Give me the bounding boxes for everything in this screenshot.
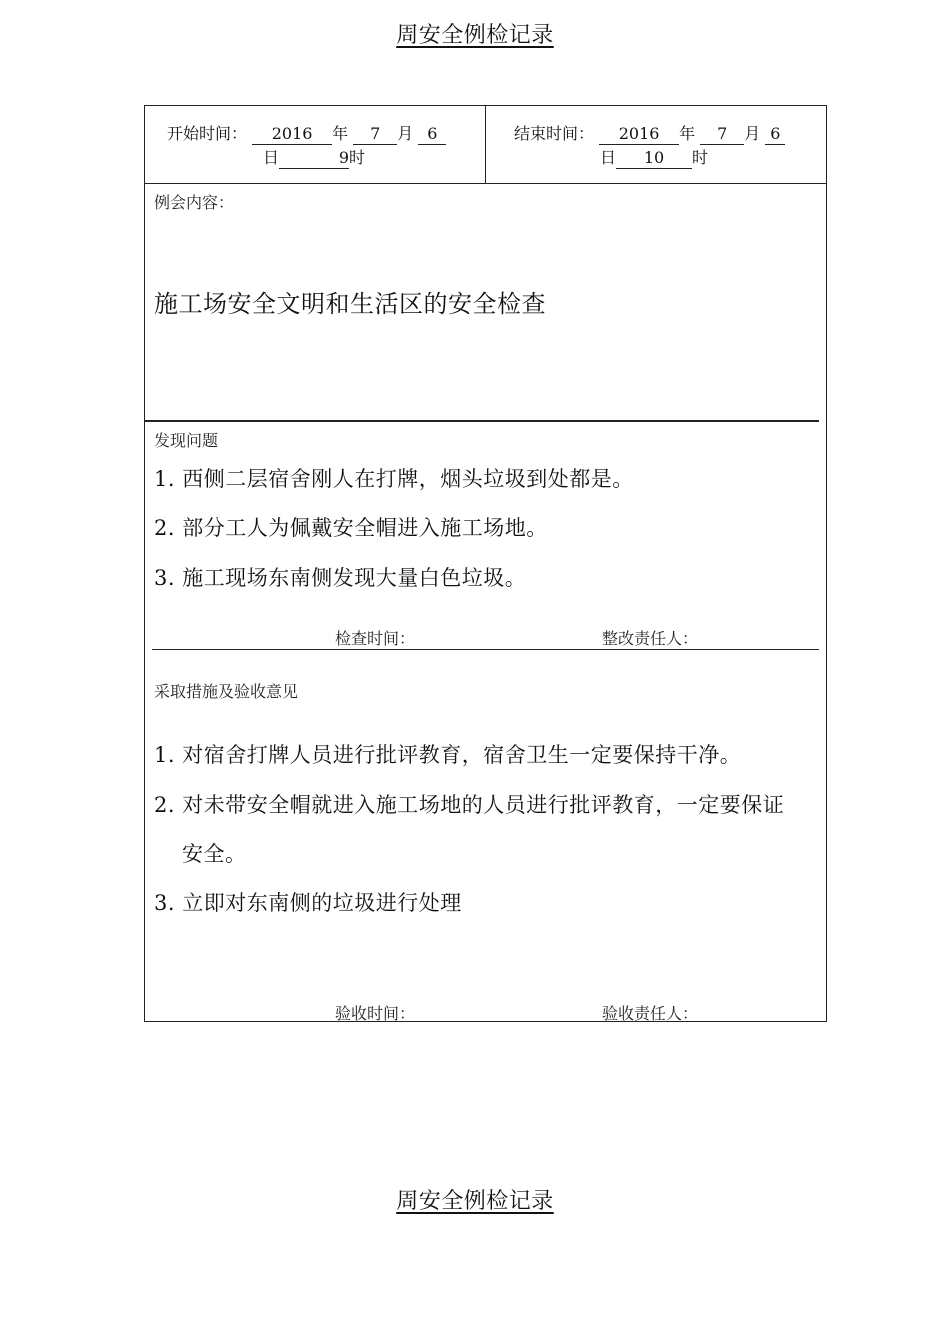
start-day-unit: 日: [263, 148, 280, 167]
meeting-content-text: 施工场安全文明和生活区的安全检查: [154, 290, 546, 318]
start-time-line2: [167, 146, 485, 170]
end-year-unit: 年: [679, 124, 696, 143]
start-time-cell: [145, 106, 486, 183]
measures-label: 采取措施及验收意见: [154, 682, 299, 701]
rectify-person-label: 整改责任人：: [602, 629, 699, 648]
end-day-field: 6: [765, 124, 785, 145]
start-hour-field: 9: [279, 148, 349, 169]
time-row: [145, 106, 826, 184]
issues-label: 发现问题: [154, 431, 219, 450]
issue-item: 1. 西侧二层宿舍刚人在打牌，烟头垃圾到处都是。: [154, 467, 634, 491]
start-month-unit: 月: [397, 124, 414, 143]
start-time-label: 开始时间：: [167, 124, 248, 143]
issue-item: 2. 部分工人为佩戴安全帽进入施工场地。: [154, 516, 548, 540]
end-hour-field: 10: [616, 148, 692, 169]
end-month-unit: 月: [744, 124, 761, 143]
accept-person-label: 验收责任人：: [602, 1004, 699, 1023]
end-time-line2: [514, 146, 826, 170]
start-hour-unit: 时: [349, 148, 366, 167]
measure-item-continuation: 安全。: [182, 842, 247, 866]
start-year-field: 2016: [252, 124, 332, 145]
end-day-unit: 日: [600, 148, 617, 167]
next-page-title: 周安全例检记录: [396, 1189, 554, 1214]
check-time-label: 检查时间：: [335, 629, 416, 648]
start-day-field: 6: [418, 124, 446, 145]
end-time-label: 结束时间：: [514, 124, 595, 143]
inspection-record-table: [144, 105, 827, 1022]
measure-item: 1. 对宿舍打牌人员进行批评教育，宿舍卫生一定要保持干净。: [154, 743, 742, 767]
signature-line: [152, 649, 819, 650]
end-month-field: 7: [700, 124, 744, 145]
meeting-content-label: 例会内容：: [154, 193, 235, 212]
page-title: 周安全例检记录: [396, 23, 554, 48]
end-time-cell: [486, 106, 826, 183]
accept-time-label: 验收时间：: [335, 1004, 416, 1023]
measure-item: 3. 立即对东南侧的垃圾进行处理: [154, 891, 462, 915]
section-divider: [145, 420, 819, 422]
end-hour-unit: 时: [692, 148, 709, 167]
end-year-field: 2016: [599, 124, 679, 145]
start-month-field: 7: [353, 124, 397, 145]
measure-item: 2. 对未带安全帽就进入施工场地的人员进行批评教育，一定要保证: [154, 793, 785, 817]
start-year-unit: 年: [332, 124, 349, 143]
issue-item: 3. 施工现场东南侧发现大量白色垃圾。: [154, 566, 527, 590]
